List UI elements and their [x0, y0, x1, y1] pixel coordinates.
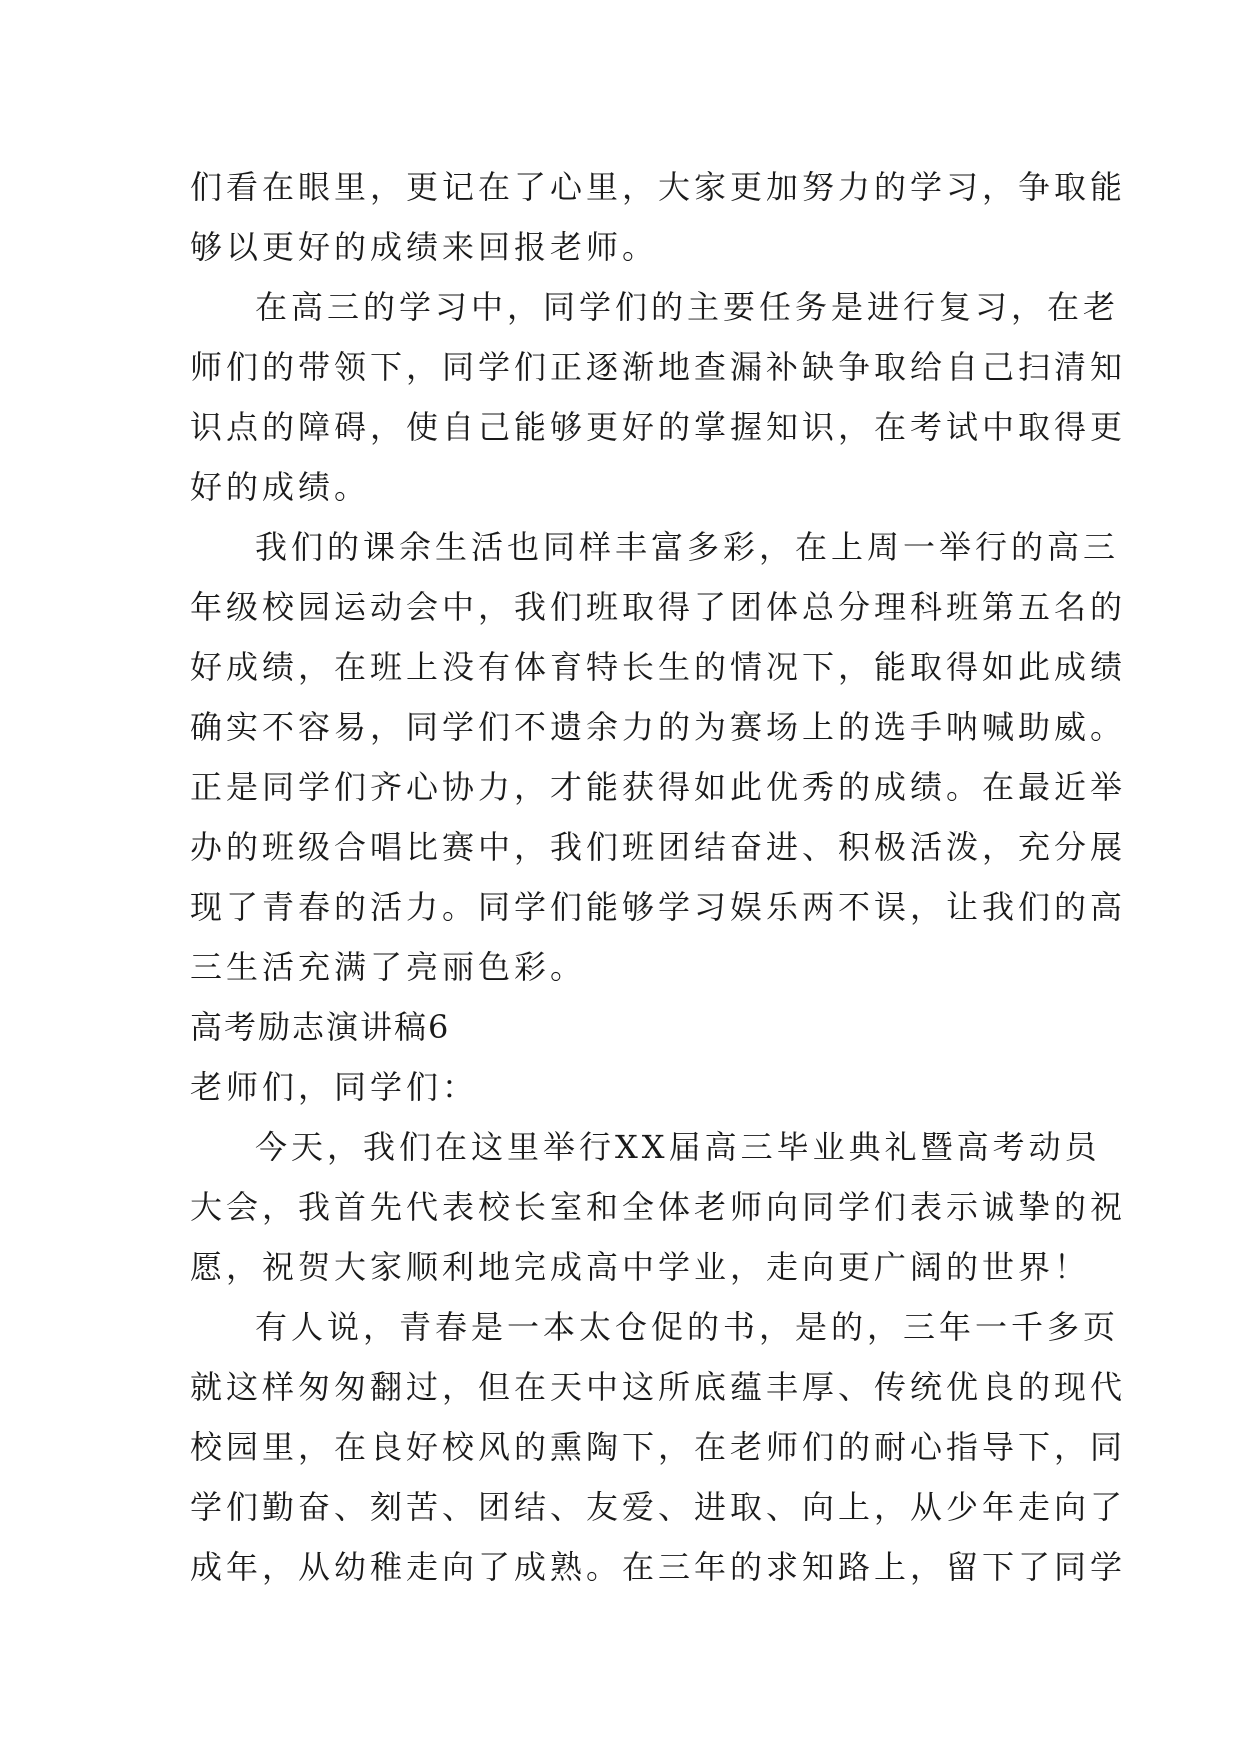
- paragraph-start-line: 我们的课余生活也同样丰富多彩，在上周一举行的高三: [255, 528, 1120, 566]
- section-heading: 高考励志演讲稿6: [190, 1008, 451, 1046]
- paragraph-start-line: 今天，我们在这里举行XX届高三毕业典礼暨高考动员: [255, 1128, 1101, 1166]
- text-line: 愿，祝贺大家顺利地完成高中学业，走向更广阔的世界！: [190, 1248, 1091, 1286]
- paragraph-start-line: 在高三的学习中，同学们的主要任务是进行复习，在老: [255, 288, 1120, 326]
- text-line: 正是同学们齐心协力，才能获得如此优秀的成绩。在最近举: [190, 768, 1127, 806]
- text-line: 师们的带领下，同学们正逐渐地查漏补缺争取给自己扫清知: [190, 348, 1127, 386]
- text-line: 学们勤奋、刻苦、团结、友爱、进取、向上，从少年走向了: [190, 1488, 1127, 1526]
- text-line: 成年，从幼稚走向了成熟。在三年的求知路上，留下了同学: [190, 1548, 1127, 1586]
- text-line: 大会，我首先代表校长室和全体老师向同学们表示诚挚的祝: [190, 1188, 1127, 1226]
- text-line: 办的班级合唱比赛中，我们班团结奋进、积极活泼，充分展: [190, 828, 1127, 866]
- text-line: 好的成绩。: [190, 468, 371, 506]
- text-line: 确实不容易，同学们不遗余力的为赛场上的选手呐喊助威。: [190, 708, 1127, 746]
- text-line: 三生活充满了亮丽色彩。: [190, 948, 587, 986]
- text-line: 就这样匆匆翻过，但在天中这所底蕴丰厚、传统优良的现代: [190, 1368, 1127, 1406]
- text-line: 们看在眼里，更记在了心里，大家更加努力的学习，争取能: [190, 168, 1127, 206]
- paragraph-start-line: 有人说，青春是一本太仓促的书，是的，三年一千多页: [255, 1308, 1120, 1346]
- salutation: 老师们，同学们：: [190, 1068, 479, 1106]
- text-line: 够以更好的成绩来回报老师。: [190, 228, 659, 266]
- text-line: 校园里，在良好校风的熏陶下，在老师们的耐心指导下，同: [190, 1428, 1127, 1466]
- text-line: 现了青春的活力。同学们能够学习娱乐两不误，让我们的高: [190, 888, 1127, 926]
- text-line: 好成绩，在班上没有体育特长生的情况下，能取得如此成绩: [190, 648, 1127, 686]
- text-line: 识点的障碍，使自己能够更好的掌握知识，在考试中取得更: [190, 408, 1127, 446]
- text-line: 年级校园运动会中，我们班取得了团体总分理科班第五名的: [190, 588, 1127, 626]
